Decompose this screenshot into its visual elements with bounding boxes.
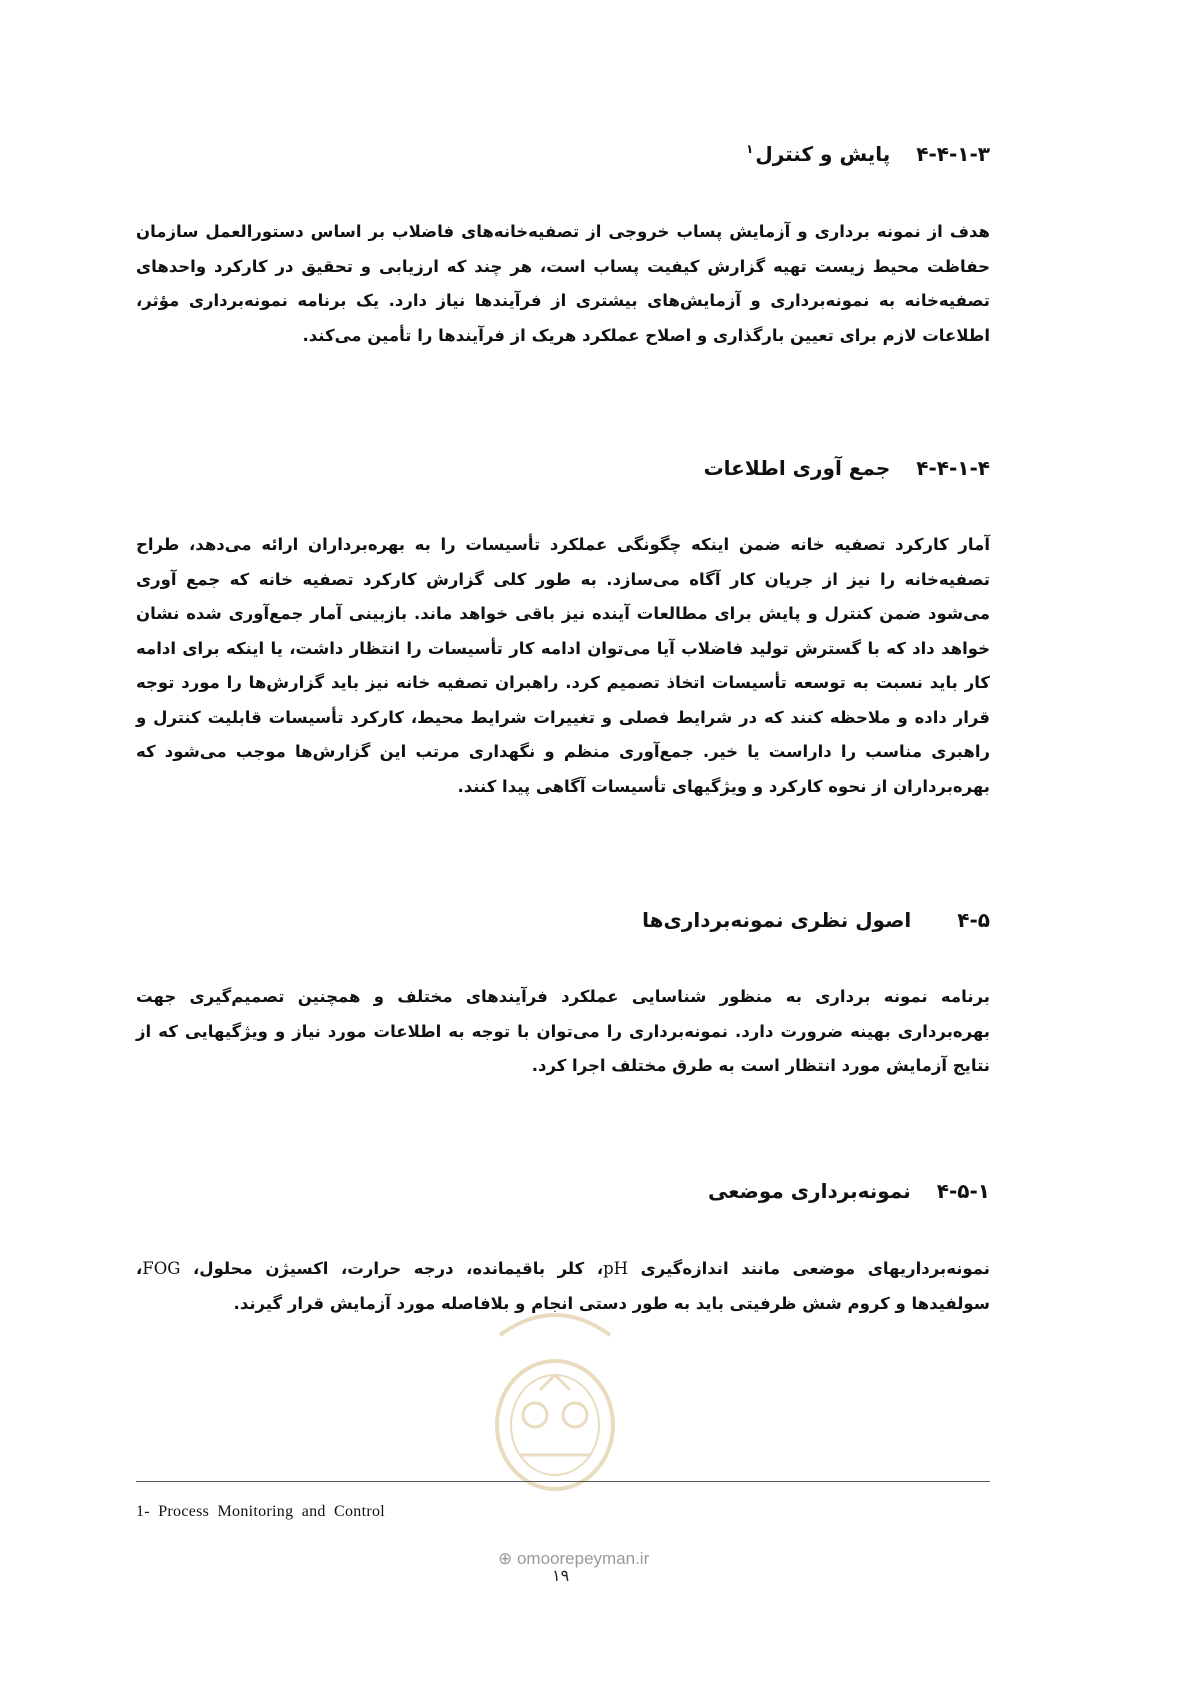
page-number: ۱۹ [552, 1566, 570, 1585]
paragraph-sampling-principles: برنامه نمونه برداری به منظور شناسایی عملکرد فرآیندهای مختلف و همچنین تصمیم‌گیری جهت بهره‌برداری بهینه ضرورت دارد. نمونه‌برداری را می‌توان با توجه به اطلاعات مورد نیاز و ویژگیهایی که از نتایج آزمایش مورد انتظار است به طرق مختلف اجرا کرد. [136, 987, 990, 1075]
seal-arc-top [500, 1315, 610, 1335]
paragraph-monitoring: هدف از نمونه برداری و آزمایش پساب خروجی از تصفیه‌خانه‌های فاضلاب بر اساس دستورالعمل سازمان حفاظت محیط زیست تهیه گزارش کیفیت پساب است، هر چند که ارزیابی و تحقیق در کارکرد واحدهای تصفیه‌خانه به نمونه‌برداری و آزمایش‌های بیشتری از فرآیندها نیاز دارد. یک برنامه نمونه‌برداری مؤثر، اطلاعات لازم برای تعیین بارگذاری و اصلاح عملکرد هریک از فرآیندها را تأمین می‌کند. [136, 222, 990, 345]
section-heading-sampling-principles [642, 908, 990, 932]
heading-number: ۴-۵-۱ [936, 1179, 990, 1203]
section-heading-monitoring [746, 142, 990, 166]
fog-term: FOG [142, 1259, 181, 1278]
watermark-seal [480, 1295, 630, 1535]
paragraph-text: ، سولفیدها و کروم شش ظرفیتی باید به طور دستی انجام و بلافاصله مورد آزمایش قرار گیرند. [136, 1259, 990, 1313]
seal-outer-ring [497, 1361, 613, 1489]
seal-emblem-right [563, 1403, 587, 1427]
footnote-marker: ۱ [746, 142, 754, 157]
paragraph-text: نمونه‌برداریهای موضعی مانند اندازه‌گیری [628, 1259, 990, 1278]
footnote-separator [136, 1481, 990, 1482]
heading-title: اصول نظری نمونه‌برداری‌ها [642, 908, 912, 932]
watermark-url [498, 1549, 649, 1569]
footnote-text: 1- Process Monitoring and Control [136, 1503, 385, 1520]
paragraph-data-collection: آمار کارکرد تصفیه خانه ضمن اینکه چگونگی عملکرد تأسیسات را به بهره‌برداران ارائه می‌دهد، طراح تصفیه‌خانه را نیز از جریان کار آگاه می‌سازد. به طور کلی گزارش کارکرد تصفیه خانه که جمع آوری می‌شود ضمن کنترل و پایش برای مطالعات آینده نیز باقی خواهد ماند. بازبینی آمار جمع‌آوری شده نشان خواهد داد که با گسترش تولید فاضلاب آیا می‌توان ادامه کار تأسیسات را انتظار داشت، یا اینکه برای ادامه کار باید نسبت به توسعه تأسیسات اتخاذ تصمیم کرد. راهبران تصفیه خانه نیز باید گزارش‌ها را مورد توجه قرار داده و ملاحظه کنند که در شرایط فصلی و تغییرات شرایط محیط، کارکرد تأسیسات قابلیت کنترل و راهبری مناسب را داراست یا خیر. جمع‌آوری منظم و نگهداری مرتب این گزارش‌ها موجب می‌شود که بهره‌برداران از نحوه کارکرد و ویژگیهای تأسیسات آگاهی پیدا کنند. [136, 535, 990, 796]
watermark-globe-icon: ⊕ [498, 1549, 517, 1568]
paragraph-text: ، کلر باقیمانده، درجه حرارت، اکسیژن محلول، [180, 1259, 604, 1278]
heading-title: نمونه‌برداری موضعی [708, 1179, 911, 1203]
heading-number: ۴-۴-۱-۳ [916, 142, 990, 166]
seal-emblem-left [523, 1403, 547, 1427]
ph-term: pH [603, 1259, 629, 1278]
heading-title: جمع آوری اطلاعات [703, 456, 891, 480]
heading-number: ۴-۵ [957, 908, 990, 932]
section-heading-data-collection [704, 456, 990, 480]
section-heading-grab-sampling [708, 1179, 990, 1203]
heading-number: ۴-۴-۱-۴ [916, 456, 990, 480]
heading-title: پایش و کنترل [755, 142, 891, 166]
seal-inner-ring [511, 1375, 599, 1475]
watermark-url-text: omoorepeyman.ir [516, 1549, 650, 1568]
